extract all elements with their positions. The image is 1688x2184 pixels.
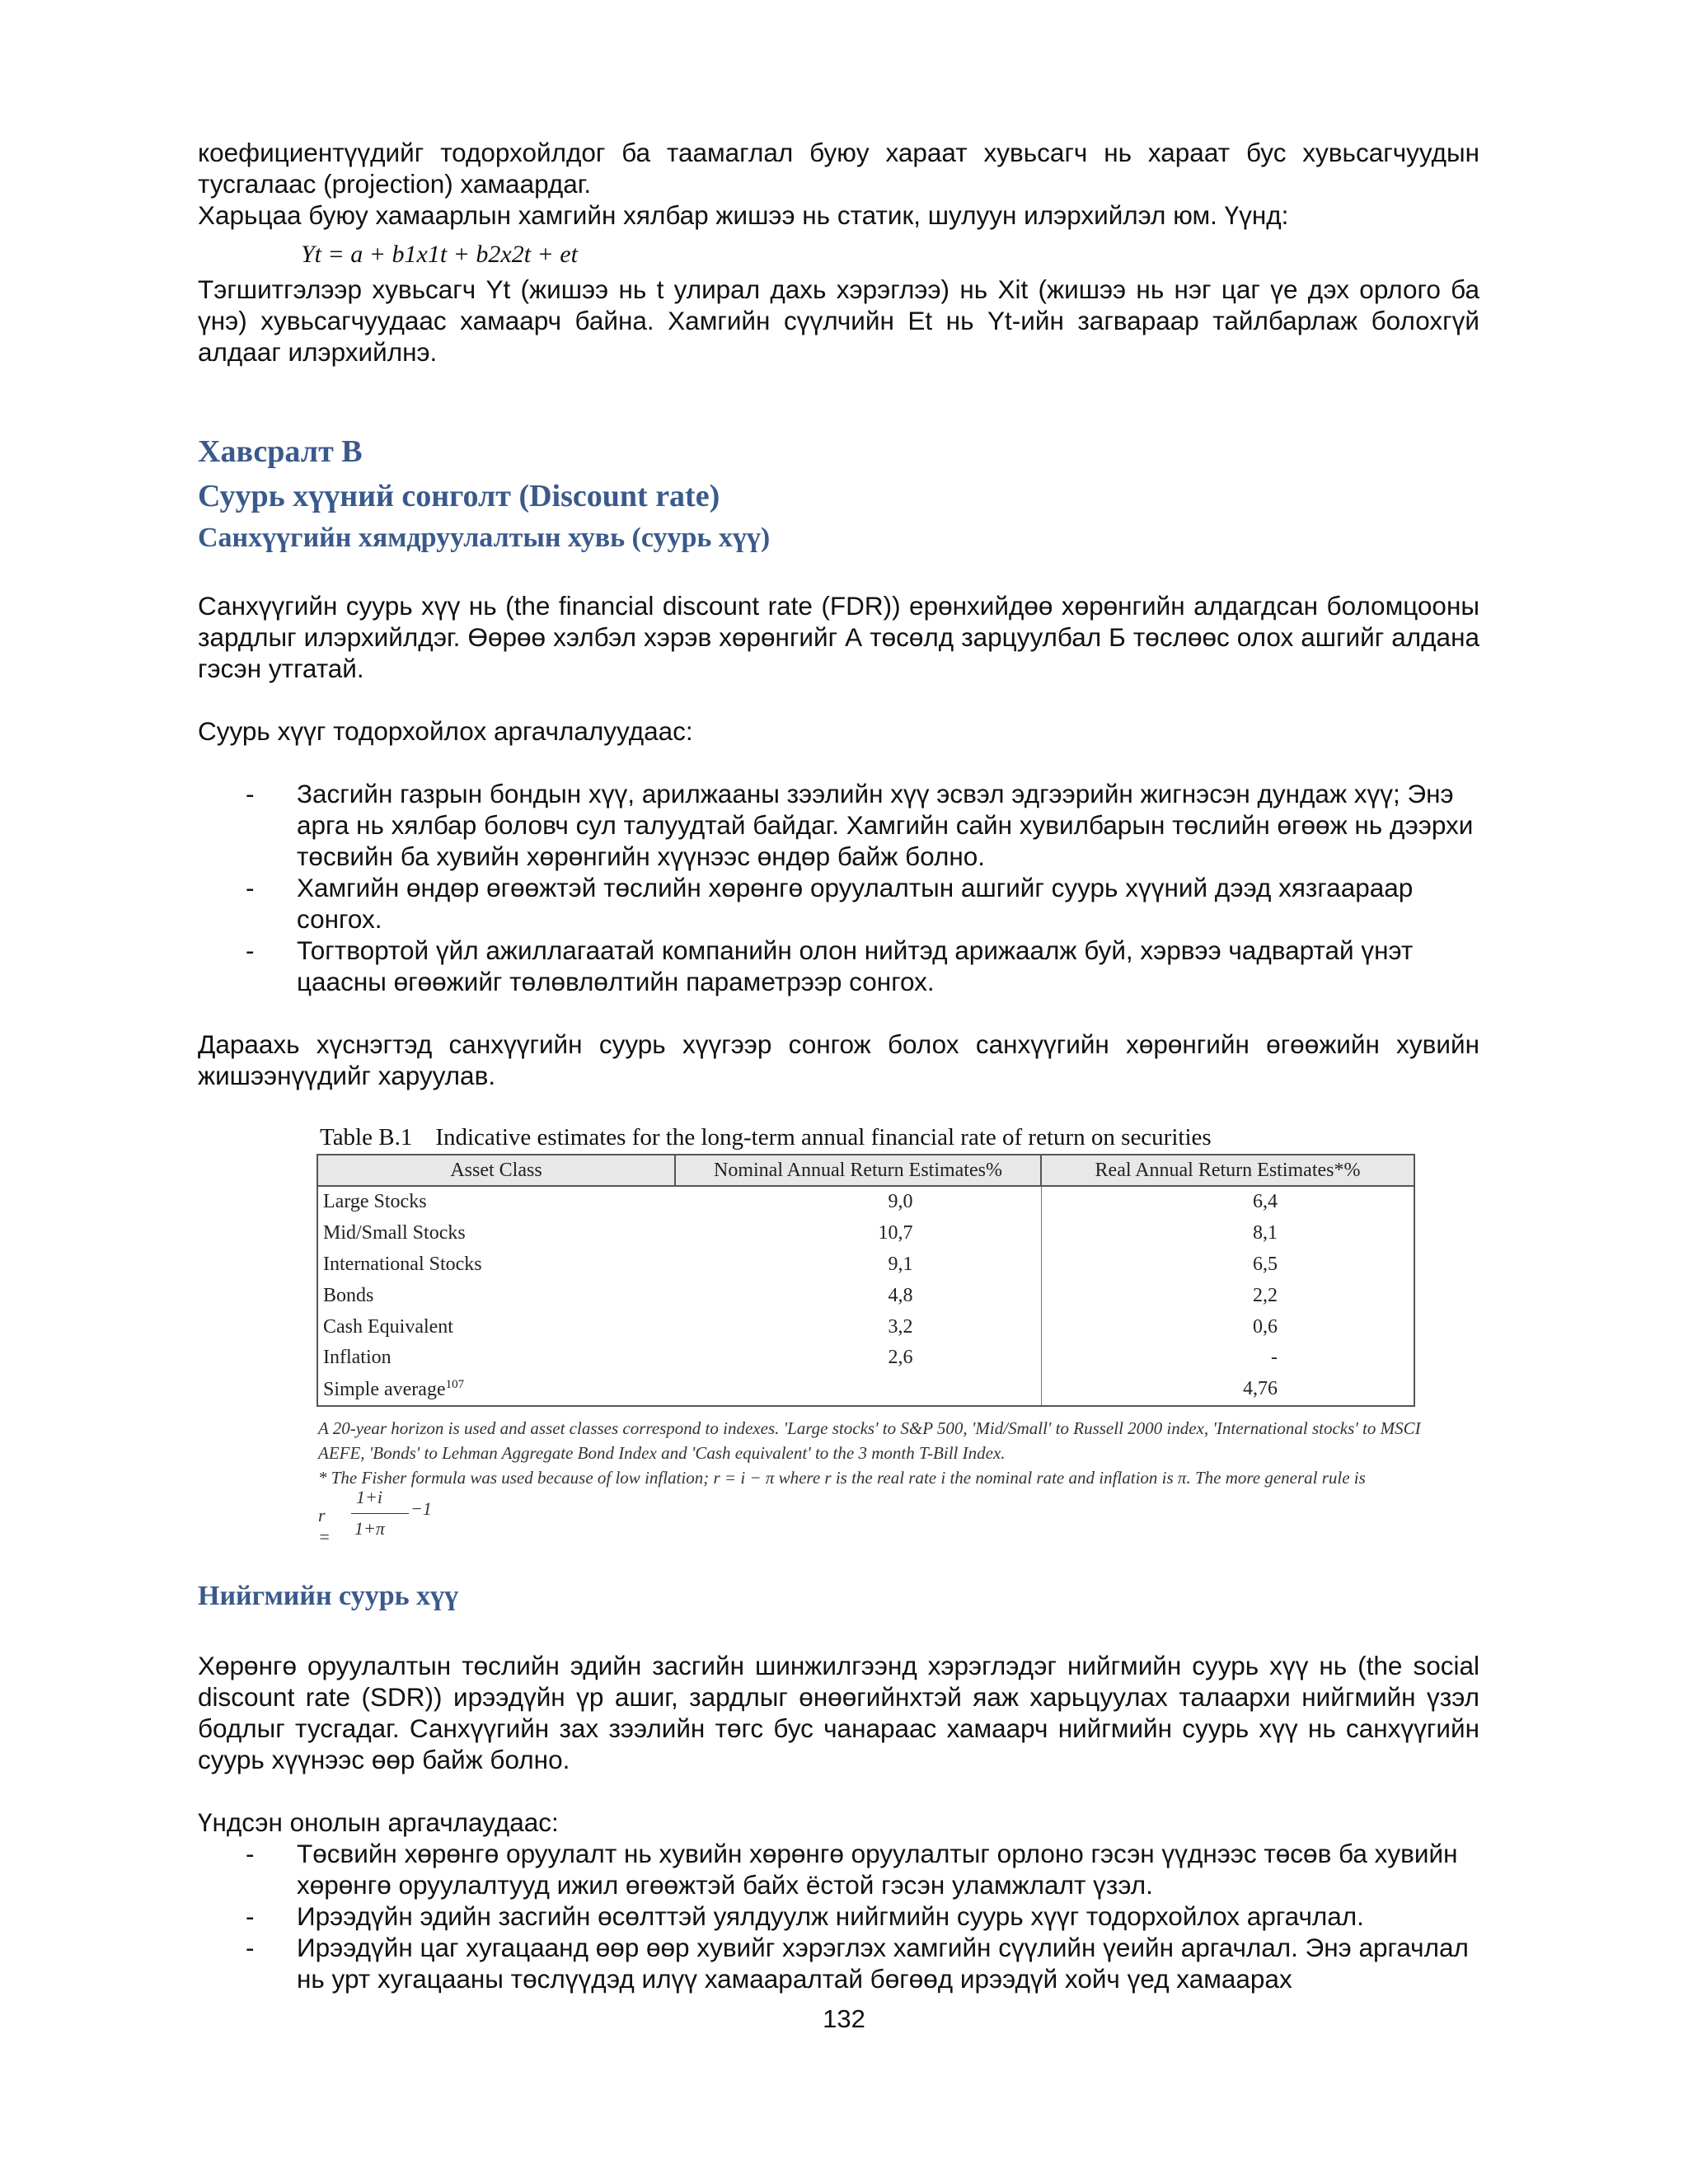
- cell-real: 0,6: [1041, 1311, 1414, 1343]
- theory-intro: Үндсэн онолын аргачлаудаас:: [198, 1807, 559, 1837]
- header-asset-class: Asset Class: [317, 1155, 675, 1186]
- methods-item-text: Хамгийн өндөр өгөөжтэй төслийн хөрөнгө оруулалтын ашгийг суурь хүүний дээд хязгаараар сонгох.: [297, 873, 1414, 934]
- cell-nominal: 2,6: [675, 1343, 1041, 1374]
- header-real: Real Annual Return Estimates*%: [1041, 1155, 1414, 1186]
- cell-real: 2,2: [1041, 1280, 1414, 1311]
- regression-equation: [301, 241, 578, 269]
- cell-real: 8,1: [1041, 1218, 1414, 1249]
- cell-asset: International Stocks: [317, 1249, 675, 1281]
- cell-asset: Cash Equivalent: [317, 1311, 675, 1343]
- theory-item-text: Төсвийн хөрөнгө оруулалт нь хувийн хөрөнгө оруулалтыг орлоно гэсэн үүднээс төсөв ба хувийн хөрөнгө оруулалтууд ижил өгөөжтэй байх ёстой гэсэн уламжлалт үзэл.: [297, 1839, 1458, 1900]
- table-title: Indicative estimates for the long-term annual financial rate of return on securities: [435, 1124, 1212, 1151]
- table-number: Table B.1: [320, 1124, 413, 1151]
- dash-bullet: -: [246, 935, 255, 965]
- table-row: [317, 1186, 1414, 1218]
- equation-text: Yt = a + b1x1t + b2x2t + et: [301, 241, 578, 268]
- table-intro: Дараахь хүснэгтэд санхүүгийн суурь хүүгээр сонгож болох санхүүгийн хөрөнгийн өгөөжийн хувийн жишээнүүдийг харуулав.: [198, 1029, 1479, 1090]
- cell-nominal: 9,1: [675, 1249, 1041, 1281]
- table-note-1: A 20-year horizon is used and asset classes correspond to indexes. 'Large stocks' to S&P 500, 'Mid/Small' to Russell 2000 index, 'International stocks' to MSCI AEFE, 'Bonds' to Lehman Aggregate Bond Index and 'Cash equivalent' to the 3 month T-Bill Index.: [318, 1418, 1421, 1463]
- returns-table: [316, 1154, 1415, 1407]
- cell-asset: Bonds: [317, 1280, 675, 1311]
- financial-rate-heading: Санхүүгийн хямдруулалтын хувь (суурь хүү): [198, 523, 771, 553]
- table-row: [317, 1249, 1414, 1281]
- cell-real: 4,76: [1041, 1374, 1414, 1406]
- table-header-row: [317, 1155, 1414, 1186]
- cell-real: 6,5: [1041, 1249, 1414, 1281]
- methods-intro: Суурь хүүг тодорхойлох аргачлалуудаас:: [198, 716, 693, 746]
- page-number: 132: [823, 2004, 865, 2033]
- cell-nominal: 3,2: [675, 1311, 1041, 1343]
- table-caption: [320, 1124, 1212, 1151]
- table-row: [317, 1218, 1414, 1249]
- sdr-paragraph: Хөрөнгө оруулалтын төслийн эдийн засгийн шинжилгээнд хэрэглэдэг нийгмийн суурь хүү нь (the social discount rate (SDR)) ирээдүйн үр ашиг, зардлыг өнөөгийнхтэй яаж харьцуулах талаархи нийгмийн үзэл бодлыг тусгадаг. Санхүүгийн зах зээлийн төгс бус чанараас хамаарч нийгмийн суурь хүү нь санхүүгийн суурь хүүнээс өөр байж болно.: [198, 1651, 1479, 1774]
- formula-numerator: 1+i: [356, 1487, 382, 1507]
- fdr-paragraph: Санхүүгийн суурь хүү нь (the financial discount rate (FDR)) ерөнхийдөө хөрөнгийн алдагдсан боломцооны зардлыг илэрхийлдэг. Өөрөө хэлбэл хэрэв хөрөнгийг А төсөлд зарцуулбал Б төслөөс олох ашгийг алдана гэсэн утгатай.: [198, 591, 1479, 683]
- theory-item-text: Ирээдүйн цаг хугацаанд өөр өөр хувийг хэрэглэх хамгийн сүүлийн үеийн аргачлал. Энэ аргачлал нь урт хугацааны төслүүдэд илүү хамааралтай бөгөөд ирээдүй хойч үед хамаарах: [297, 1933, 1469, 1994]
- dash-bullet: -: [246, 779, 255, 808]
- table-row: [317, 1311, 1414, 1343]
- discount-rate-heading: Суурь хүүний сонголт (Discount rate): [198, 479, 720, 513]
- table-row: [317, 1343, 1414, 1374]
- intro-paragraph: [198, 137, 1479, 231]
- cell-asset: [317, 1374, 675, 1406]
- cell-real: -: [1041, 1343, 1414, 1374]
- cell-nominal: [675, 1374, 1041, 1406]
- cell-asset: Inflation: [317, 1343, 675, 1374]
- dash-bullet: -: [246, 1901, 255, 1931]
- equation-explanation: Тэгшитгэлээр хувьсагч Yt (жишээ нь t улирал дахь хэрэглээ) нь Xit (жишээ нь нэг цаг үе дэх орлого ба үнэ) хувьсагчуудаас хамаарч байна. Хамгийн сүүлчийн Et нь Yt-ийн загвараар тайлбарлаж болохгүй алдааг илэрхийлнэ.: [198, 274, 1479, 367]
- cell-asset: Large Stocks: [317, 1186, 675, 1218]
- cell-nominal: 4,8: [675, 1280, 1041, 1311]
- theory-item-text: Ирээдүйн эдийн засгийн өсөлттэй уялдуулж нийгмийн суурь хүүг тодорхойлох аргачлал.: [297, 1901, 1364, 1931]
- methods-item-text: Засгийн газрын бондын хүү, арилжааны зээлийн хүү эсвэл эдгээрийн жигнэсэн дундаж хүү; Энэ арга нь хялбар боловч сул талуудтай байдаг. Хамгийн сайн хувилбарын төслийн өгөөж нь дээрхи төсвийн ба хувийн хөрөнгийн хүүнээс өндөр байж болно.: [297, 779, 1474, 871]
- cell-nominal: 9,0: [675, 1186, 1041, 1218]
- methods-item-text: Тогтвортой үйл ажиллагаатай компанийн олон нийтэд арижаалж буй, хэрвээ чадвартай үнэт цаасны өгөөжийг төлөвлөлтийн параметрээр сонгох.: [297, 935, 1414, 996]
- table-note-2: * The Fisher formula was used because of low inflation; r = i − π where r is the real rate i the nominal rate and inflation is π. The more general rule is: [318, 1468, 1366, 1488]
- cell-real: 6,4: [1041, 1186, 1414, 1218]
- header-nominal: Nominal Annual Return Estimates%: [675, 1155, 1041, 1186]
- cell-asset: Mid/Small Stocks: [317, 1218, 675, 1249]
- dash-bullet: -: [246, 1839, 255, 1868]
- social-rate-heading: Нийгмийн суурь хүү: [198, 1581, 459, 1611]
- intro-line-1: коефициентүүдийг тодорхойлдог ба таамаглал буюу хараат хувьсагч нь хараат бус хувьсагчуудын: [198, 138, 1479, 167]
- intro-line-2: тусгалаас (projection) хамаардаг.: [198, 169, 592, 199]
- fraction-bar: [351, 1513, 409, 1514]
- cell-nominal: 10,7: [675, 1218, 1041, 1249]
- formula-lhs: r =: [318, 1505, 331, 1547]
- table-row-average: [317, 1374, 1414, 1406]
- formula-denominator: 1+π: [354, 1518, 385, 1539]
- formula-suffix: −1: [410, 1498, 432, 1519]
- dash-bullet: -: [246, 1933, 255, 1962]
- table-row: [317, 1280, 1414, 1311]
- average-label: Simple average: [323, 1378, 446, 1400]
- appendix-heading: Хавсралт B: [198, 434, 363, 469]
- intro-line-3: Харьцаа буюу хамаарлын хамгийн хялбар жишээ нь статик, шулуун илэрхийлэл юм. Үүнд:: [198, 200, 1289, 230]
- footnote-ref: 107: [445, 1377, 465, 1391]
- dash-bullet: -: [246, 873, 255, 902]
